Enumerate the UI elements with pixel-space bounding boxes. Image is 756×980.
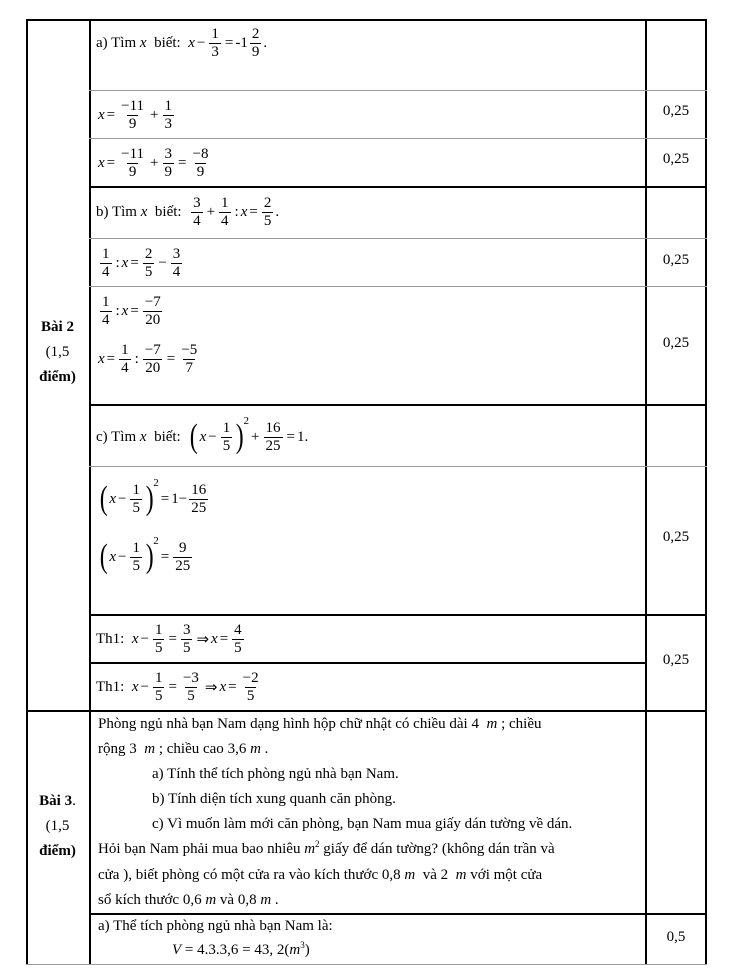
fraction: [241, 670, 261, 705]
num: 1: [222, 419, 231, 436]
op: =: [286, 428, 295, 445]
op: −: [118, 490, 127, 507]
num: 0,8: [381, 867, 401, 883]
step-row: [98, 337, 201, 381]
text: giấy để dán tường? (không dán trần và: [323, 841, 555, 857]
op: =: [224, 34, 234, 51]
fraction: [130, 482, 142, 517]
den: 5: [154, 639, 163, 656]
op: =: [106, 106, 116, 123]
exponent: 3: [300, 940, 305, 950]
row-divider: [89, 404, 707, 406]
fraction: [119, 98, 146, 133]
num: 1: [154, 621, 163, 638]
var-x: x: [109, 490, 116, 507]
step-row: [98, 241, 184, 285]
num: 1: [296, 428, 305, 445]
problem-2a: [96, 22, 267, 64]
fraction: [100, 246, 112, 281]
case-label: Th1:: [96, 678, 125, 695]
var-x: x: [131, 678, 139, 695]
op: −: [118, 548, 127, 565]
den: 20: [145, 359, 161, 376]
step-row: [98, 94, 176, 136]
den: 7: [185, 359, 193, 376]
fraction: [119, 146, 146, 181]
op: +: [150, 106, 159, 123]
row-divider: [89, 286, 707, 287]
answer-3a-formula: [98, 938, 333, 963]
period: .: [275, 203, 280, 220]
unit: m: [289, 942, 301, 958]
num: 2: [144, 245, 153, 262]
op: −: [158, 254, 167, 271]
den: 5: [234, 639, 242, 656]
den: 4: [193, 212, 201, 229]
paren: (: [189, 418, 198, 455]
score: 0,5: [666, 929, 686, 945]
den: 5: [246, 687, 255, 704]
fraction: [143, 246, 155, 281]
period: .: [263, 34, 268, 51]
prompt-label: a) Tìm: [96, 34, 137, 51]
op: =: [228, 678, 237, 695]
p3-line-7: [98, 863, 572, 888]
var-x: x: [199, 428, 207, 445]
op: :: [115, 254, 120, 271]
period: .: [304, 428, 309, 445]
paren: ): [145, 480, 154, 517]
var-x: x: [121, 302, 129, 319]
op: =: [160, 548, 170, 565]
num: 1: [211, 25, 219, 42]
den: 20: [145, 311, 161, 328]
fraction: [264, 420, 283, 455]
den: 4: [221, 212, 229, 229]
op: =: [106, 350, 116, 367]
op: +: [150, 154, 159, 171]
op: =: [168, 630, 177, 647]
num: 2: [263, 194, 272, 211]
num: −11: [121, 145, 145, 162]
num: 1: [121, 341, 129, 358]
num: 3: [129, 741, 137, 757]
score: 0,25: [662, 103, 690, 119]
table-border-top: [26, 19, 707, 21]
text: với một cửa: [470, 867, 543, 883]
den: 5: [187, 687, 195, 704]
op: =: [160, 490, 170, 507]
fraction: [179, 342, 199, 377]
bai3-points-2: điểm): [39, 843, 76, 859]
den: 9: [196, 163, 205, 180]
case-2-row: [96, 665, 263, 709]
num: 16: [191, 481, 207, 498]
row-divider: [89, 186, 707, 188]
var-v: V: [172, 942, 182, 958]
num: −5: [181, 341, 198, 358]
num: 4: [471, 716, 479, 732]
op: =: [178, 154, 187, 171]
fraction: [181, 622, 193, 657]
var-x: x: [140, 203, 148, 220]
exponent: 2: [243, 415, 250, 427]
row-divider: [89, 614, 707, 616]
fraction: [163, 98, 175, 133]
den: 5: [154, 687, 163, 704]
p3-question-b: b) Tính diện tích xung quanh căn phòng.: [152, 791, 396, 807]
score: 0,25: [662, 529, 690, 545]
num: 1: [164, 97, 173, 114]
bai2-points-1: (1,5: [45, 344, 70, 360]
answer-3a-title: a) Thể tích phòng ngủ nhà bạn Nam là:: [98, 918, 333, 934]
op: :: [234, 203, 239, 220]
op: −: [140, 678, 149, 695]
fraction: [153, 670, 165, 705]
var-x: x: [219, 678, 227, 695]
fraction: [190, 146, 210, 181]
num: 16: [265, 419, 281, 436]
step-row: [98, 531, 194, 583]
num: 1: [154, 669, 163, 686]
num: 3: [164, 145, 173, 162]
bai3-title: Bài 3: [39, 793, 73, 809]
unit: m: [486, 716, 498, 732]
exponent: 2: [153, 477, 159, 489]
fraction: [262, 195, 274, 230]
score: 0,25: [662, 151, 690, 167]
bai3-title-dot: .: [72, 793, 76, 809]
problem-2b: [96, 189, 279, 235]
answer-3a: [98, 914, 333, 963]
op: −: [196, 34, 206, 51]
step-row: [98, 473, 210, 525]
text: và: [219, 892, 235, 908]
num: −7: [144, 293, 161, 310]
op: =: [130, 254, 139, 271]
num: −11: [121, 97, 145, 114]
den: 9: [164, 163, 173, 180]
num: 1: [102, 293, 110, 310]
num: 2: [251, 25, 260, 42]
expr: = 4.3.3,6 = 43, 2(: [184, 942, 290, 958]
num: 3,6: [227, 741, 247, 757]
den: 9: [128, 115, 137, 132]
op: =: [219, 630, 229, 647]
fraction: [173, 540, 192, 575]
bieet-label: biết:: [154, 203, 182, 220]
den: 25: [191, 499, 207, 516]
op: =: [130, 302, 139, 319]
var-x: x: [98, 350, 105, 367]
prompt-label: c) Tìm: [96, 428, 137, 445]
op: =: [166, 350, 176, 367]
fraction: [232, 622, 244, 657]
p3-question-c: c) Vì muốn làm mới căn phòng, bạn Nam mua giấy dán tường về dán.: [152, 816, 573, 832]
op: ⇒: [196, 631, 210, 648]
den: 5: [263, 212, 272, 229]
den: 5: [182, 639, 191, 656]
row-divider: [89, 466, 707, 467]
p3-line-1: [98, 712, 572, 737]
num: 0,6: [182, 892, 202, 908]
den: 9: [251, 43, 260, 60]
bai2-label: [26, 315, 89, 390]
text: .: [264, 741, 269, 757]
case-1-row: [96, 617, 246, 661]
unit: m: [205, 892, 217, 908]
text: .: [274, 892, 279, 908]
den: 5: [132, 557, 140, 574]
den: 5: [144, 263, 153, 280]
num: 3: [182, 621, 191, 638]
op: −: [140, 630, 149, 647]
expr: ): [304, 942, 310, 958]
problem-3-text: [98, 712, 572, 913]
var-x: x: [139, 34, 147, 51]
p3-line-6: [98, 837, 572, 863]
fraction: [119, 342, 131, 377]
den: 3: [211, 43, 219, 60]
den: 4: [102, 263, 110, 280]
den: 5: [222, 437, 231, 454]
den: 4: [172, 263, 181, 280]
num: −3: [182, 669, 199, 686]
num: 1: [132, 481, 140, 498]
prompt-label: b) Tìm: [96, 203, 137, 220]
bieet-label: biết:: [154, 34, 181, 51]
den: 25: [265, 437, 281, 454]
fraction: [191, 195, 203, 230]
fraction: [130, 540, 142, 575]
num: 1: [102, 245, 110, 262]
text: cửa ), biết phòng có một cửa ra vào kích thước: [98, 867, 379, 883]
num: 4: [234, 621, 242, 638]
text: sổ kích thước: [98, 892, 180, 908]
fraction: [189, 482, 208, 517]
text: ; chiều cao: [158, 741, 224, 757]
num: 1−: [171, 490, 188, 507]
row-divider: [89, 138, 707, 139]
fraction: [209, 26, 221, 61]
fraction: [100, 294, 112, 329]
p3-question-a: a) Tính thể tích phòng ngủ nhà bạn Nam.: [152, 766, 399, 782]
row-divider: [89, 662, 645, 664]
bai2-points-2: điểm): [39, 369, 76, 385]
num: 0,8: [237, 892, 257, 908]
table-border-bottom: [26, 964, 707, 965]
text: rộng: [98, 741, 126, 757]
var-x: x: [109, 548, 116, 565]
var-x: x: [98, 154, 105, 171]
unit: m: [144, 741, 156, 757]
op: ⇒: [204, 679, 218, 696]
paren: ): [145, 538, 154, 575]
den: 25: [175, 557, 191, 574]
num: 3: [172, 245, 181, 262]
case-label: Th1:: [96, 630, 125, 647]
exponent: 2: [315, 839, 320, 849]
den: 5: [132, 499, 140, 516]
paren: (: [99, 480, 108, 517]
den: 4: [121, 359, 129, 376]
op: =: [249, 203, 258, 220]
num: -1: [235, 34, 248, 51]
num: 1: [221, 194, 229, 211]
var-x: x: [131, 630, 139, 647]
var-x: x: [240, 203, 248, 220]
op: =: [106, 154, 116, 171]
score: 0,25: [662, 335, 690, 351]
bai3-label: [26, 789, 89, 864]
problem-2c: [96, 411, 308, 463]
score: 0,25: [662, 252, 690, 268]
unit: m: [250, 741, 261, 757]
fraction: [143, 294, 163, 329]
op: +: [251, 428, 260, 445]
fraction: [143, 342, 163, 377]
p3-line-2: [98, 737, 572, 762]
answer-table: [26, 19, 706, 965]
fraction: [163, 146, 175, 181]
exponent: 2: [153, 535, 159, 547]
fraction: [221, 420, 233, 455]
op: +: [206, 203, 216, 220]
num: 1: [132, 539, 140, 556]
num: −7: [144, 341, 161, 358]
num: −8: [192, 145, 209, 162]
paren: ): [235, 418, 244, 455]
bai3-points-1: (1,5: [45, 818, 70, 834]
unit: m: [455, 867, 467, 883]
column-divider-1: [89, 19, 91, 965]
row-divider: [89, 238, 707, 239]
unit: m: [260, 892, 272, 908]
num: 9: [179, 539, 187, 556]
text: ; chiều: [501, 716, 542, 732]
var-x: x: [139, 428, 147, 445]
fraction: [171, 246, 183, 281]
num: −2: [242, 669, 259, 686]
var-x: x: [211, 630, 218, 647]
num: 3: [193, 194, 201, 211]
bai2-title: Bài 2: [41, 319, 74, 335]
text: và: [422, 867, 437, 883]
unit: m: [304, 841, 316, 857]
den: 4: [102, 311, 110, 328]
bieet-label: biết:: [154, 428, 181, 445]
text: Phòng ngủ nhà bạn Nam dạng hình hộp chữ nhật có chiều dài: [98, 716, 468, 732]
text: Hỏi bạn Nam phải mua bao nhiêu: [98, 841, 301, 857]
fraction: [181, 670, 201, 705]
fraction: [153, 622, 165, 657]
unit: m: [404, 867, 416, 883]
num: 2: [440, 867, 449, 883]
var-x: x: [188, 34, 195, 51]
den: 9: [128, 163, 137, 180]
var-x: x: [98, 106, 105, 123]
den: 3: [164, 115, 173, 132]
op: :: [134, 350, 139, 367]
fraction: [219, 195, 231, 230]
step-row: [98, 141, 212, 185]
op: :: [115, 302, 120, 319]
op: =: [168, 678, 177, 695]
var-x: x: [121, 254, 129, 271]
p3-line-8: [98, 888, 572, 913]
score: 0,25: [662, 652, 690, 668]
row-divider: [89, 90, 707, 91]
fraction: [250, 26, 262, 61]
paren: (: [99, 538, 108, 575]
op: −: [208, 428, 217, 445]
step-row: [98, 289, 165, 333]
